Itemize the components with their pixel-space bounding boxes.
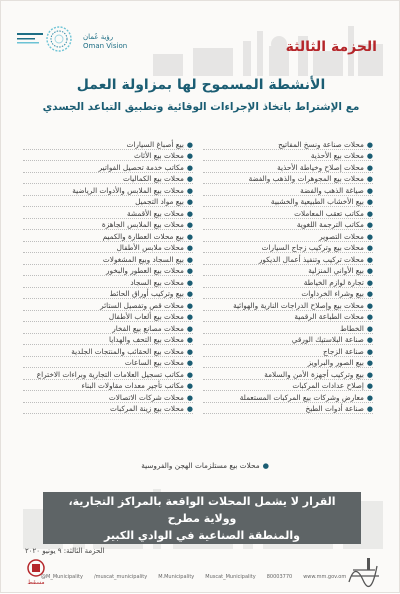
bullet-icon: ● xyxy=(366,232,373,241)
activity-label: محلات بيع السجاد xyxy=(130,277,184,287)
bullet-icon: ● xyxy=(366,209,373,218)
activity-item xyxy=(203,380,373,392)
bullet-icon: ● xyxy=(186,405,193,414)
bullet-icon: ● xyxy=(186,347,193,356)
bullet-icon: ● xyxy=(366,244,373,253)
activity-item xyxy=(23,345,193,357)
bullet-icon: ● xyxy=(186,163,193,172)
bullet-icon: ● xyxy=(186,244,193,253)
activity-label: محلات بيع وتركيب زجاج السيارات xyxy=(261,243,364,253)
activity-label: محلات بيع الكماليات xyxy=(123,174,184,184)
bullet-icon: ● xyxy=(366,290,373,299)
activity-item xyxy=(203,184,373,196)
activity-item xyxy=(23,196,193,208)
bullet-icon: ● xyxy=(186,152,193,161)
activity-item xyxy=(23,299,193,311)
activity-item xyxy=(203,265,373,277)
bullet-icon: ● xyxy=(186,382,193,391)
activity-label: بيع وتركيب أجهزة الأمن والسلامة xyxy=(264,369,364,379)
activity-item xyxy=(23,242,193,254)
bullet-icon: ● xyxy=(366,140,373,149)
bullet-icon: ● xyxy=(186,255,193,264)
activity-item xyxy=(203,138,373,150)
footer xyxy=(1,565,400,594)
activity-item xyxy=(203,242,373,254)
bullet-icon: ● xyxy=(366,336,373,345)
activity-item xyxy=(23,311,193,323)
activity-item xyxy=(203,173,373,185)
activity-item xyxy=(203,322,373,334)
logo-line-2: Oman Vision xyxy=(83,42,128,50)
bullet-icon: ● xyxy=(186,278,193,287)
activity-label: بيع الأواني المنزلية xyxy=(308,266,364,276)
activity-label: محلات بيع المجوهرات والذهب والفضة xyxy=(248,174,364,184)
bullet-icon: ● xyxy=(366,198,373,207)
bullet-icon: ● xyxy=(186,301,193,310)
activity-label: إصلاح عدادات المركبات xyxy=(292,381,364,391)
activity-label: محلات بيع الملابس والأدوات الرياضية xyxy=(72,185,184,195)
bullet-icon: ● xyxy=(366,152,373,161)
activity-label: صناعة أدوات الطبخ xyxy=(305,404,364,414)
activity-item xyxy=(203,334,373,346)
bullet-icon: ● xyxy=(186,232,193,241)
activity-item xyxy=(23,219,193,231)
activity-label: محلات بيع زينة المركبات xyxy=(110,404,184,414)
bullet-icon: ● xyxy=(366,186,373,195)
activity-label: محلات بيع الأقمشة xyxy=(126,208,184,218)
activity-label: مكاتب تأجير معدات مقاولات البناء xyxy=(81,381,184,391)
bullet-icon: ● xyxy=(186,336,193,345)
bullet-icon: ● xyxy=(186,313,193,322)
activity-item xyxy=(23,253,193,265)
activity-label: الخطاط xyxy=(339,323,364,333)
activity-item xyxy=(203,276,373,288)
activity-label: محلات الطباعة الرقمية xyxy=(294,312,364,322)
activity-item xyxy=(203,161,373,173)
activity-item xyxy=(203,150,373,162)
bullet-icon: ● xyxy=(366,255,373,264)
activity-label: محلات التصوير xyxy=(319,231,364,241)
bullet-icon: ● xyxy=(186,209,193,218)
notice-box xyxy=(43,492,361,544)
notice-line-1: القرار لا يشمل المحلات الواقعة بالمراكز التجارية، وولاية مطرح xyxy=(68,494,336,525)
bullet-icon: ● xyxy=(366,163,373,172)
activity-item xyxy=(23,357,193,369)
bullet-icon: ● xyxy=(262,461,269,470)
activity-item xyxy=(203,311,373,323)
footer-social-links xyxy=(41,574,346,580)
footer-link[interactable]: M.Municipality xyxy=(158,574,195,580)
notice-line-2: والمنطقة الصناعية في الوادي الكبير xyxy=(103,528,300,542)
activity-label: بيع مواد التجميل xyxy=(135,197,184,207)
activity-item xyxy=(23,276,193,288)
activity-item xyxy=(23,150,193,162)
activity-label: محلات قص وتفصيل الستائر xyxy=(100,300,184,310)
activity-item xyxy=(23,380,193,392)
bullet-icon: ● xyxy=(186,175,193,184)
footer-link[interactable]: Muscat_Municipality xyxy=(205,574,256,580)
bullet-icon: ● xyxy=(186,186,193,195)
activity-label: بيع الصور والبراويز xyxy=(307,358,364,368)
activity-label: محلات صناعة ونسخ المفاتيح xyxy=(278,139,364,149)
activity-label: بيع وتركيب أوراق الحائط xyxy=(109,289,184,299)
activity-label: تجارة لوازم الخياطة xyxy=(303,277,364,287)
package-title: الحزمة الثالثة xyxy=(285,39,377,55)
activity-label: محلات بيع العطور والبخور xyxy=(105,266,184,276)
activity-label: بيع وشراء الخرداوات xyxy=(301,289,364,299)
bullet-icon: ● xyxy=(366,370,373,379)
activity-item xyxy=(203,368,373,380)
footer-link[interactable]: 80003770 xyxy=(266,574,293,580)
activity-item xyxy=(23,334,193,346)
activity-item xyxy=(203,345,373,357)
activity-item xyxy=(203,219,373,231)
oman-vision-logo xyxy=(15,23,127,61)
bullet-icon: ● xyxy=(186,198,193,207)
activity-label: محلات بيع الساعات xyxy=(124,358,184,368)
activity-item xyxy=(23,161,193,173)
activities-column-right xyxy=(203,138,373,414)
activity-label: محلات بيع الأثاث xyxy=(133,151,184,161)
activity-label: محلات بيع الأحذية xyxy=(310,151,364,161)
activity-label: مكاتب تسجيل العلامات التجارية وبراءات الاختراع xyxy=(36,369,184,379)
bullet-icon: ● xyxy=(366,393,373,402)
activity-item xyxy=(23,230,193,242)
bullet-icon: ● xyxy=(186,393,193,402)
footer-link[interactable]: /muscat_municipality xyxy=(93,574,148,580)
main-title: الأنشطة المسموح لها بمزاولة العمل xyxy=(76,77,326,93)
bullet-icon: ● xyxy=(186,221,193,230)
activity-item xyxy=(23,288,193,300)
activity-item xyxy=(23,368,193,380)
bullet-icon: ● xyxy=(366,313,373,322)
activity-label: صناعة الزجاج xyxy=(322,346,364,356)
bullet-icon: ● xyxy=(186,324,193,333)
activity-label: محلات مصانع بيع الفخار xyxy=(112,323,184,333)
activity-label: محلات شركات الاتصالات xyxy=(108,392,184,402)
activity-item xyxy=(23,138,193,150)
footer-link[interactable]: @M_Municipality xyxy=(41,574,83,580)
activity-label: بيع أصباغ السيارات xyxy=(126,139,184,149)
bullet-icon: ● xyxy=(366,347,373,356)
activity-label: مكاتب خدمة تحصيل الفواتير xyxy=(98,162,184,172)
activity-bottom-label: محلات بيع مستلزمات الهجن والفروسية xyxy=(141,461,260,470)
bullet-icon: ● xyxy=(366,267,373,276)
activity-item xyxy=(23,173,193,185)
activity-item xyxy=(203,207,373,219)
bullet-icon: ● xyxy=(186,370,193,379)
bullet-icon: ● xyxy=(186,290,193,299)
bullet-icon: ● xyxy=(186,140,193,149)
activity-item xyxy=(23,265,193,277)
activity-label: بيع الأخشاب الطبيعية والخشبية xyxy=(270,197,364,207)
activities-column-left xyxy=(23,138,193,414)
activity-label: محلات بيع التحف والهدايا xyxy=(109,335,184,345)
bullet-icon: ● xyxy=(366,221,373,230)
activity-item xyxy=(23,403,193,415)
activity-item xyxy=(23,391,193,403)
bullet-icon: ● xyxy=(366,278,373,287)
logo-line-1: رؤية عُمان xyxy=(83,33,114,41)
activity-label: محلات بيع ألعاب الأطفال xyxy=(108,312,184,322)
activity-label: بيع محلات العطارة والكميم xyxy=(102,231,184,241)
activity-label: محلات ملابس الأطفال xyxy=(116,243,184,253)
bullet-icon: ● xyxy=(366,324,373,333)
muscat-municipality-logo xyxy=(19,557,53,587)
activity-label: صياغة الذهب والفضة xyxy=(300,185,364,195)
activity-label: محلات بيع وإصلاح الدراجات النارية والهوائية xyxy=(233,300,364,310)
bullet-icon: ● xyxy=(186,359,193,368)
activity-item xyxy=(203,403,373,415)
activity-label: مكاتب الترجمة اللغوية xyxy=(296,220,364,230)
header xyxy=(1,1,400,69)
bullet-icon: ● xyxy=(366,405,373,414)
package-date: الحزمة الثالثة: ٩ يونيو ٢٠٢٠ xyxy=(25,547,105,555)
activity-item xyxy=(203,299,373,311)
muscat-label: مسقط xyxy=(27,579,45,586)
date-row xyxy=(1,547,400,555)
activity-label: محلات تركيب وتنفيذ أعمال الديكور xyxy=(258,254,364,264)
activity-item xyxy=(23,207,193,219)
activity-item xyxy=(203,391,373,403)
activity-item xyxy=(203,288,373,300)
vision-swirl-icon xyxy=(15,23,77,61)
activity-item xyxy=(203,357,373,369)
activities-lists xyxy=(1,138,400,460)
bullet-icon: ● xyxy=(366,382,373,391)
activity-label: بيع السجاد وبيع المشغولات xyxy=(102,254,184,264)
activity-item xyxy=(203,230,373,242)
activity-item xyxy=(203,196,373,208)
activity-item xyxy=(23,184,193,196)
bullet-icon: ● xyxy=(366,359,373,368)
activity-item xyxy=(23,322,193,334)
activity-label: معارض وشركات بيع المركبات المستعملة xyxy=(239,392,364,402)
activity-label: محلات بيع الحقائب والمنتجات الجلدية xyxy=(71,346,184,356)
bullet-icon: ● xyxy=(186,267,193,276)
activity-label: صناعة البلاستيك الورقي xyxy=(291,335,364,345)
activity-item xyxy=(203,253,373,265)
bullet-icon: ● xyxy=(366,301,373,310)
activity-label: مكاتب تعقب المعاملات xyxy=(294,208,364,218)
activity-label: محلات إصلاح وخياطة الأحذية xyxy=(277,162,364,172)
footer-link[interactable]: www.mm.gov.om xyxy=(303,574,347,580)
muscat-calligraphy-icon xyxy=(345,556,385,588)
sub-title: مع الإشتراط باتخاذ الإجراءات الوقائية وتطبيق التباعد الجسدي xyxy=(42,101,360,113)
activity-label: محلات بيع الملابس الجاهزة xyxy=(101,220,184,230)
bullet-icon: ● xyxy=(366,175,373,184)
